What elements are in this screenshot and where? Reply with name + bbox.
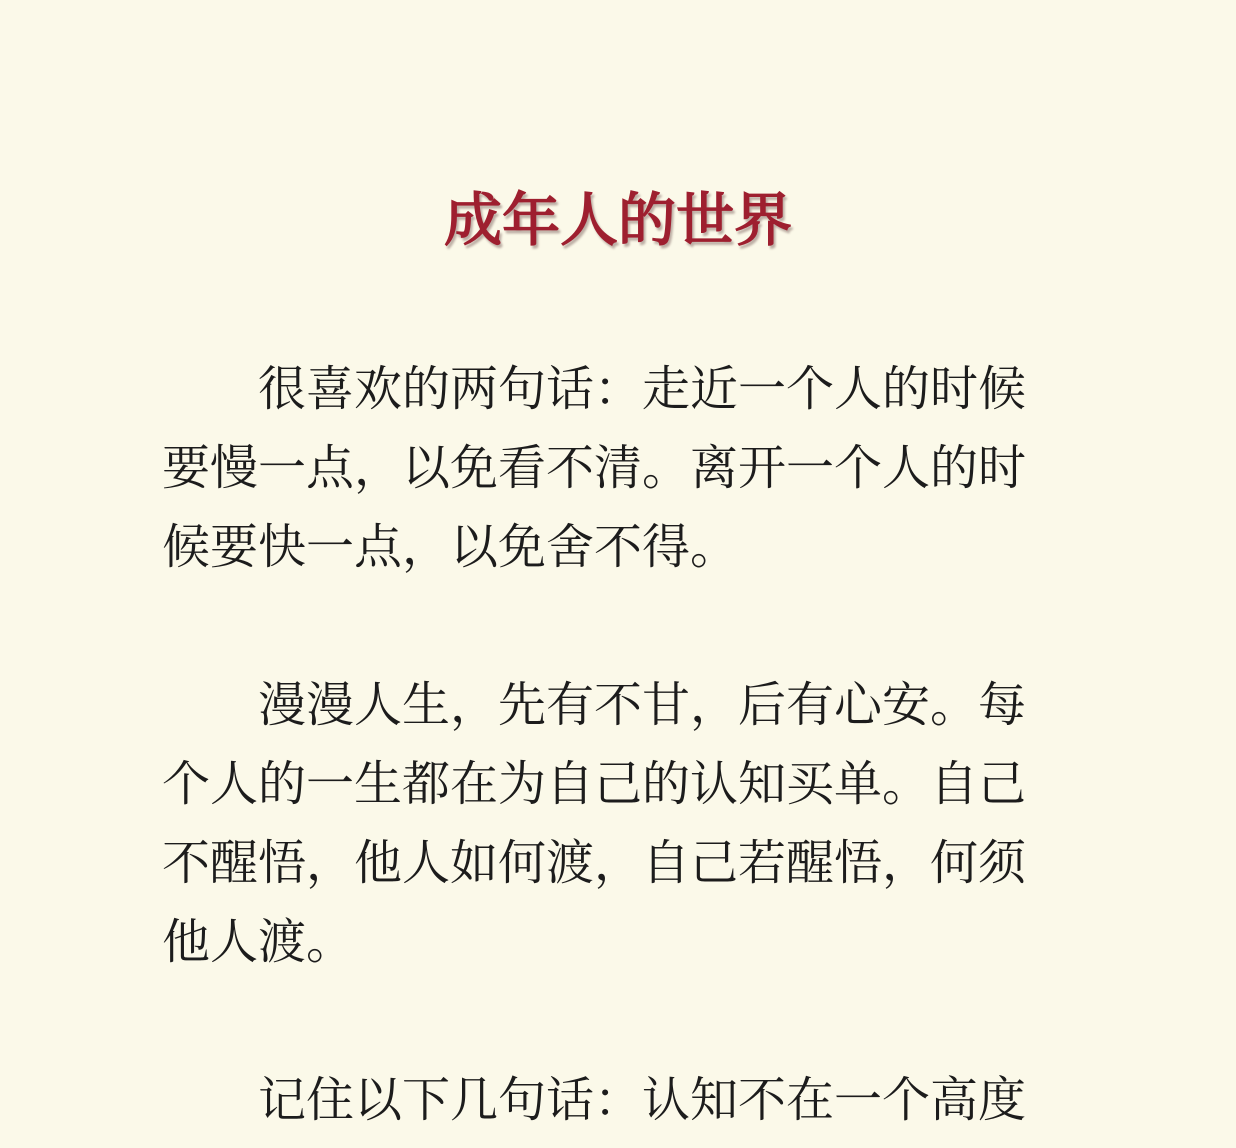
body-text [162,350,1026,1140]
page-title: 成年人的世界 [443,188,792,253]
paragraph-2: 漫漫人生，先有不甘，后有心安。每个人的一生都在为自己的认知买单。自己不醒悟，他人如何渡，自己若醒悟，何须他人渡。 [162,679,1027,969]
paragraph-1: 很喜欢的两句话：走近一个人的时候要慢一点，以免看不清。离开一个人的时候要快一点，以免舍不得。 [162,363,1027,574]
paragraph-3: 记住以下几句话：认知不在一个高度 [258,1074,1027,1127]
